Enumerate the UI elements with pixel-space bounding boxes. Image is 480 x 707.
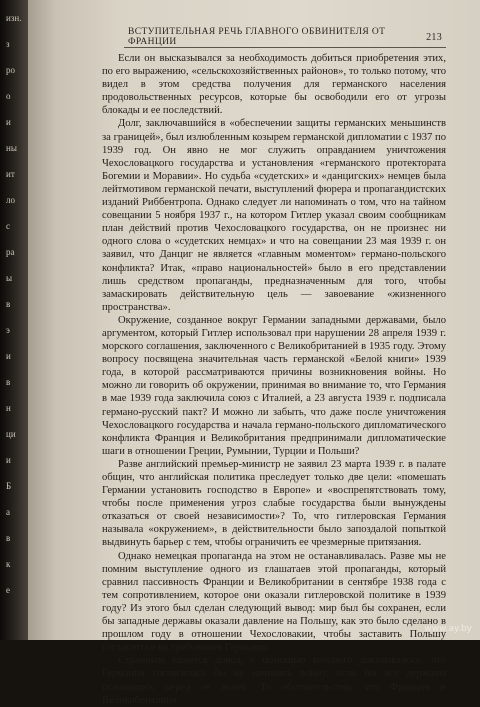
margin-fragment: и <box>6 117 11 127</box>
margin-fragment: ра <box>6 247 15 257</box>
margin-fragment: и <box>6 351 11 361</box>
margin-fragment: з <box>6 39 10 49</box>
paragraph: Однако немецкая пропаганда на этом не останавливалась. Разве мы не помним выступление одного из глашатаев этой пропаганды, который сравнил пассивность Франции и Великобритании в сентябре 1938 года с тем сопротивлением, которое они оказали гитлеровской политике в 1939 году? Из этого был сделан следующий вывод: мир был бы сохранен, если бы западные державы оказали давление на Польшу, как это было сделано в прошлом году в отношении Чехословакии, чтобы заставить Польшу согласиться на требования Германии. <box>102 550 446 654</box>
margin-fragment: а <box>6 507 10 517</box>
margin-fragment: ро <box>6 65 15 75</box>
paragraph: Если он высказывался за необходимость добиться приобретения этих, по его выражению, «сельскохозяйственных районов», то только потому, что видел в этом средства получения для германского населения продовольственных ресурсов, которые бы освободили его от угрозы блокады и ее последствий. <box>102 53 446 117</box>
running-header <box>128 27 442 47</box>
margin-fragment: в <box>6 299 11 309</box>
margin-fragment: ит <box>6 169 15 179</box>
margin-fragment: о <box>6 91 11 101</box>
margin-fragment: с <box>6 221 10 231</box>
paragraph: Окружение, созданное вокруг Германии западными державами, было аргументом, который Гитлер использовал при нарушении 28 апреля 1939 г. морского соглашения, заключенного с Великобританией в 1935 году. Этому вопросу посвящена значительная часть германской «Белой книги» 1939 года, в которой рассматриваются причины возникновения войны. Но можно ли говорить об окружении, принимая во внимание то, что Германия в мае 1939 года заключила союз с Италией, а 23 августа 1939 г. подписала германо-русский пакт? И можно ли забыть, что даже после уничтожения Чехословацкого государства и начала германо-польского дипломатического конфликта Франция и Великобритания предпринимали дипломатические шаги в отношении Греции, Румынии, Турции и Польши? <box>102 314 446 457</box>
margin-fragment: Б <box>6 481 12 491</box>
page-number: 213 <box>426 31 442 43</box>
margin-fragment: э <box>6 325 10 335</box>
paragraph: Странным кажется довод, с помощью которого доказывалось, что Германия согласилась бы не начинать войну, если бы все державы склонились перед ее волей. То обстоятельство, что Франция и Великобритания <box>102 655 446 706</box>
book-page <box>28 0 480 706</box>
margin-fragment: ци <box>6 429 16 439</box>
margin-fragment: н <box>6 403 11 413</box>
margin-fragment: в <box>6 377 11 387</box>
margin-fragment: в <box>6 533 11 543</box>
watermark: www.ay.by <box>424 624 472 634</box>
running-title: ВСТУПИТЕЛЬНАЯ РЕЧЬ ГЛАВНОГО ОБВИНИТЕЛЯ ОТ ФРАНЦИИ <box>128 27 386 47</box>
body-text <box>102 52 446 707</box>
margin-fragment: ны <box>6 143 17 153</box>
margin-fragment: и <box>6 455 11 465</box>
margin-fragment: ло <box>6 195 15 205</box>
paragraph: Долг, заключавшийся в «обеспечении защиты германских меньшинств за границей», был излюбленным козырем германской дипломатии с 1937 по 1939 год. Он явно не мог служить оправданием уничтожения Чехословацкого государства и установления «германского протектората Богемии и Моравии». Но судьба «судетских» и «данцигских» немцев была лейтмотивом германской печати, выступлений фюрера и пропагандистских изданий Риббентропа. Однако следует ли напоминать о том, что на тайном совещании 5 ноября 1937 г., на котором Гитлер указал своим сообщникам план действий против Чехословацкого государства, он не произнес ни одного слова о «судетских немцах» и что на совещании 23 мая 1939 г. он заявил, что Данциг не является «главным моментом» германо-польского конфликта? Итак, «право национальностей» было в его представлении лишь средством пропаганды, предназначенным для того, чтобы замаскировать действительную цель — завоевание «жизненного пространства». <box>102 118 446 313</box>
adjacent-page-edge <box>0 0 28 640</box>
margin-fragment: е <box>6 585 10 595</box>
margin-fragment: изн. <box>6 13 22 23</box>
margin-fragment: ы <box>6 273 13 283</box>
header-rule <box>124 47 446 48</box>
margin-fragment: к <box>6 559 11 569</box>
paragraph: Разве английский премьер-министр не заявил 23 марта 1939 г. в палате общин, что английская политика преследует только две цели: «помешать Германии установить господство в Европе» и «воспрепятствовать тому, чтобы после применения угроз слабые государства были вынуждены отказаться от своей независимости»? То, что гитлеровская Германия называла «окружением», в действительности было запоздалой попыткой выдвинуть барьер с тем, чтобы ограничить ее чрезмерные притязания. <box>102 458 446 549</box>
